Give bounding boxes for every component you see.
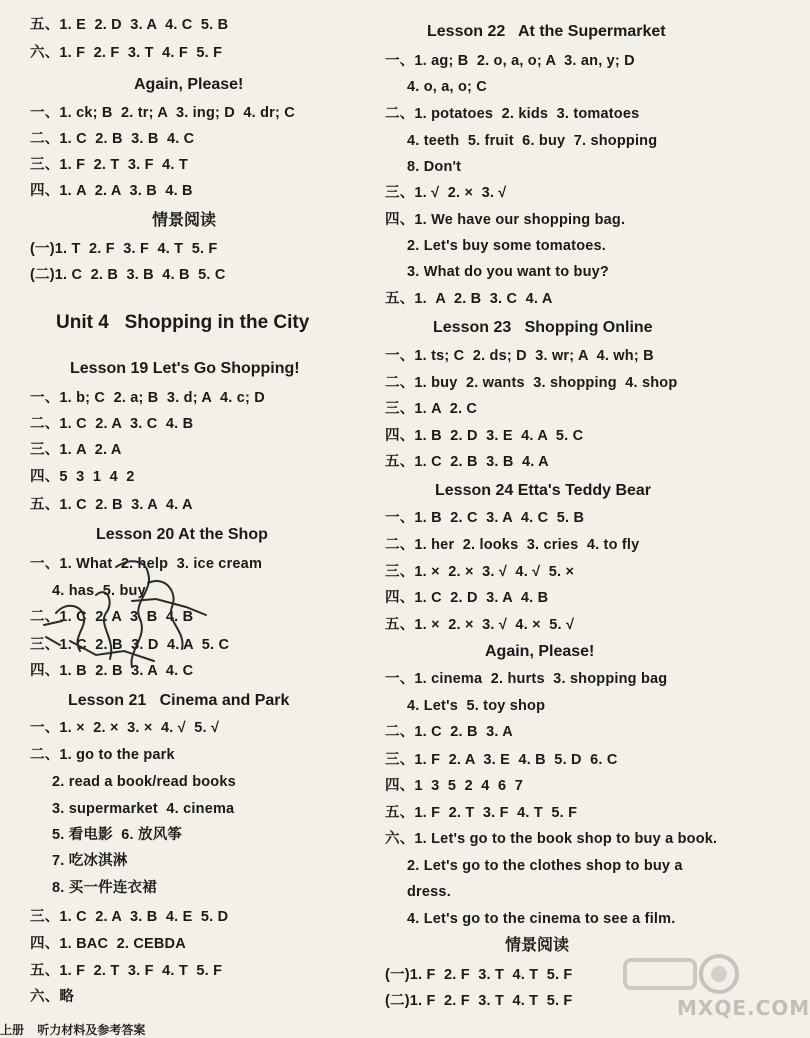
watermark-text: MXQE.COM [677, 996, 810, 1020]
answer-line: 三、1. C 2. A 3. B 4. E 5. D [30, 909, 229, 925]
lesson-title: Lesson 19 Let's Go Shopping! [70, 360, 300, 377]
answer-line: 2. Let's buy some tomatoes. [407, 238, 607, 254]
answer-line: 二、1. C 2. B 3. A [385, 724, 513, 740]
answer-line: 二、1. C 2. B 3. B 4. C [30, 131, 195, 147]
answer-line: 一、1. ts; C 2. ds; D 3. wr; A 4. wh; B [385, 348, 654, 364]
answer-line: 4. o, a, o; C [407, 79, 487, 95]
watermark-logo [615, 950, 810, 1028]
answer-line: 3. supermarket 4. cinema [52, 801, 235, 817]
answer-line: 二、1. potatoes 2. kids 3. tomatoes [385, 106, 640, 122]
section-title: 情景阅读 [505, 937, 570, 954]
answer-line: 2. Let's go to the clothes shop to buy a [407, 858, 683, 874]
section-title: Again, Please! [485, 643, 595, 660]
answer-line: 四、5 3 1 4 2 [30, 469, 135, 485]
answer-line: 二、1. C 2. A 3. C 4. B [30, 416, 194, 432]
answer-line: 三、1. × 2. × 3. √ 4. √ 5. × [385, 564, 575, 580]
answer-line: 一、1. ck; B 2. tr; A 3. ing; D 4. dr; C [30, 105, 295, 121]
answer-line: dress. [407, 884, 451, 900]
lesson-title: Lesson 24 Etta's Teddy Bear [435, 482, 652, 499]
section-title: Again, Please! [134, 76, 244, 93]
lesson-title: Lesson 20 At the Shop [96, 526, 268, 543]
answer-line: 一、1. b; C 2. a; B 3. d; A 4. c; D [30, 390, 265, 406]
answer-line: 四、1 3 5 2 4 6 7 [385, 778, 523, 794]
answer-line: 4. Let's go to the cinema to see a film. [407, 911, 676, 927]
answer-line: 8. 买一件连衣裙 [52, 880, 157, 896]
answer-line: 五、1. E 2. D 3. A 4. C 5. B [30, 17, 229, 33]
answer-line: 4. teeth 5. fruit 6. buy 7. shopping [407, 133, 658, 149]
page-footer: 上册 听力材料及参考答案 [0, 1023, 146, 1037]
answer-line: 三、1. √ 2. × 3. √ [385, 185, 507, 201]
answer-line: (二)1. F 2. F 3. T 4. T 5. F [385, 993, 573, 1009]
answer-line: 二、1. buy 2. wants 3. shopping 4. shop [385, 375, 678, 391]
answer-line: 四、1. We have our shopping bag. [385, 212, 626, 228]
answer-line: 五、1. F 2. T 3. F 4. T 5. F [385, 805, 578, 821]
answer-line: 二、1. C 2. A 3. B 4. B [30, 609, 194, 625]
answer-line: 5. 看电影 6. 放风筝 [52, 827, 183, 843]
answer-line: 六、1. F 2. F 3. T 4. F 5. F [30, 45, 223, 61]
answer-line: 一、1. × 2. × 3. × 4. √ 5. √ [30, 720, 220, 736]
answer-line: 四、1. B 2. B 3. A 4. C [30, 663, 194, 679]
answer-line: 四、1. B 2. D 3. E 4. A 5. C [385, 428, 584, 444]
lesson-title: Lesson 22 At the Supermarket [427, 23, 666, 40]
answer-line: 三、1. C 2. B 3. D 4. A 5. C [30, 637, 230, 653]
answer-line: 二、1. go to the park [30, 747, 175, 763]
answer-line: 四、1. A 2. A 3. B 4. B [30, 183, 193, 199]
answer-line: 四、1. C 2. D 3. A 4. B [385, 590, 549, 606]
answer-line: 五、1. × 2. × 3. √ 4. × 5. √ [385, 617, 575, 633]
answer-line: 4. Let's 5. toy shop [407, 698, 546, 714]
answer-line: 六、1. Let's go to the book shop to buy a book. [385, 831, 718, 847]
answer-line: 三、1. F 2. A 3. E 4. B 5. D 6. C [385, 752, 618, 768]
answer-line: 一、1. B 2. C 3. A 4. C 5. B [385, 510, 585, 526]
answer-line: 2. read a book/read books [52, 774, 236, 790]
lesson-title: Lesson 21 Cinema and Park [68, 692, 290, 709]
answer-line: 三、1. A 2. A [30, 442, 122, 458]
answer-line: 五、1. F 2. T 3. F 4. T 5. F [30, 963, 223, 979]
answer-line: 五、1. A 2. B 3. C 4. A [385, 291, 553, 307]
answer-line: (一)1. F 2. F 3. T 4. T 5. F [385, 967, 573, 983]
answer-line: 一、1. What 2. help 3. ice cream [30, 556, 263, 572]
answer-line: 3. What do you want to buy? [407, 264, 609, 280]
section-title: 情景阅读 [152, 212, 217, 229]
answer-line: 五、1. C 2. B 3. B 4. A [385, 454, 549, 470]
unit-title: Unit 4 Shopping in the City [56, 312, 310, 333]
lesson-title: Lesson 23 Shopping Online [433, 319, 653, 336]
answer-line: 四、1. BAC 2. CEBDA [30, 936, 186, 952]
answer-line: 五、1. C 2. B 3. A 4. A [30, 497, 193, 513]
answer-line: 7. 吃冰淇淋 [52, 853, 128, 869]
answer-line: 一、1. ag; B 2. o, a, o; A 3. an, y; D [385, 53, 635, 69]
answer-line: 三、1. F 2. T 3. F 4. T [30, 157, 188, 173]
answer-line: 一、1. cinema 2. hurts 3. shopping bag [385, 671, 668, 687]
answer-line: 六、略 [30, 989, 75, 1005]
answer-line: 8. Don't [407, 159, 462, 175]
answer-line: 4. has 5. buy [52, 583, 146, 599]
handwritten-scribble [36, 555, 226, 675]
answer-line: (一)1. T 2. F 3. F 4. T 5. F [30, 241, 218, 257]
answer-line: 三、1. A 2. C [385, 401, 478, 417]
answer-line: 二、1. her 2. looks 3. cries 4. to fly [385, 537, 640, 553]
answer-line: (二)1. C 2. B 3. B 4. B 5. C [30, 267, 226, 283]
